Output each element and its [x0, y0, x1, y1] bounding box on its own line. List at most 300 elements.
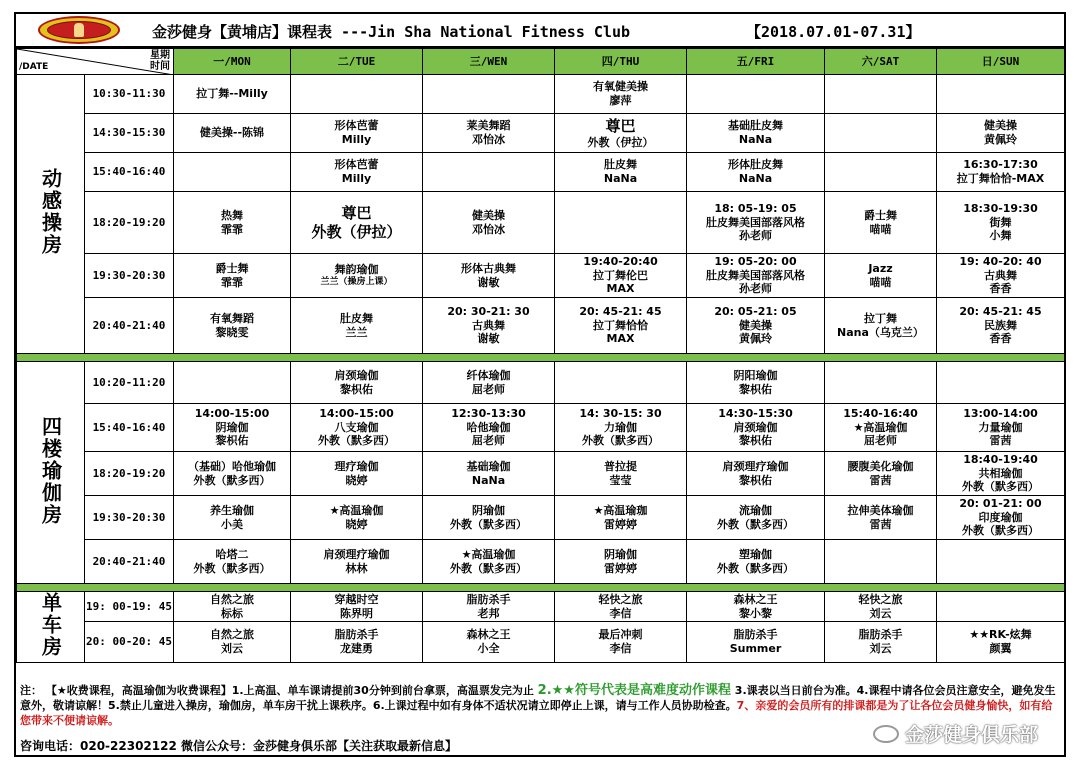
time-slot: 18:20-19:20 [85, 452, 174, 496]
notes-part1: 注： 【★收费课程，高温瑜伽为收费课程】1.上高温、单车课请提前30分钟到前台拿票，高温票发完为止 [20, 684, 538, 697]
class-cell [555, 254, 687, 298]
instructor-name: 颜翼 [989, 642, 1012, 656]
club-logo [38, 16, 120, 44]
day-header-5: 六/SAT [825, 49, 937, 75]
class-photo [555, 192, 687, 254]
class-name: 阴瑜伽 [472, 503, 505, 517]
room-label [17, 75, 85, 354]
class-name: 莱美舞蹈 [466, 119, 511, 133]
class-name: 基础肚皮舞 [728, 119, 783, 133]
instructor-name: 廖萍 [609, 94, 632, 107]
class-cell [937, 114, 1065, 153]
section-divider-bar [17, 584, 1065, 592]
class-cell [555, 153, 687, 192]
class-cell [687, 622, 825, 662]
class-name: 肩颈理疗瑜伽 [722, 459, 789, 473]
class-photo [825, 362, 937, 404]
class-cell [423, 254, 555, 298]
class-cell [423, 192, 555, 254]
class-name: 阴阳瑜伽 [733, 368, 778, 382]
instructor-name: Summer [729, 642, 782, 656]
class-cell [825, 254, 937, 298]
class-cell [687, 192, 825, 254]
section-divider-bar [17, 354, 1065, 362]
instructor-name: 外教（默多西） [962, 524, 1039, 538]
class-name: 拉伸美体瑜伽 [847, 503, 914, 517]
schedule-table [16, 48, 1065, 663]
instructor-name: NaNa [738, 172, 773, 185]
class-cell [423, 298, 555, 354]
class-name: 形体古典舞 [461, 261, 516, 275]
class-name: 理疗瑜伽 [334, 459, 379, 473]
class-photo [937, 592, 1065, 622]
class-cell [423, 452, 555, 496]
instructor-name: 兰兰（操房上课） [320, 276, 393, 287]
class-cell [291, 153, 423, 192]
instructor-name: 黄佩玲 [739, 332, 772, 346]
instructor-name: 林林 [345, 561, 368, 575]
table-row [17, 404, 1065, 452]
instructor-name: 外教（默多西） [717, 561, 794, 575]
class-cell [291, 254, 423, 298]
instructor-name: 外教（默多西） [450, 561, 527, 575]
instructor-name: 外教（默多西） [582, 434, 659, 448]
instructor-name: 谢敏 [477, 275, 500, 289]
day-header-row [17, 49, 1065, 75]
instructor-name: 雷茜 [989, 434, 1012, 448]
instructor-name: 李信 [609, 606, 632, 620]
class-cell [423, 362, 555, 404]
class-cell [555, 298, 687, 354]
table-row [17, 592, 1065, 622]
class-photo [825, 75, 937, 114]
class-time: 20: 05-21: 05 [714, 304, 797, 318]
class-time: 20: 01-21: 00 [959, 496, 1042, 510]
class-time: 15:40-16:40 [843, 406, 918, 420]
class-cell [291, 114, 423, 153]
class-name: 基础瑜伽 [466, 459, 511, 473]
class-cell [937, 452, 1065, 496]
class-name: 穿越时空 [334, 592, 379, 606]
instructor-name: 晓婷 [345, 517, 368, 531]
class-photo [423, 75, 555, 114]
class-name: 自然之旅 [210, 628, 254, 642]
corner-cell [17, 49, 174, 75]
class-name: （基础）哈他瑜伽 [188, 459, 276, 473]
instructor-name: 外教（默多西） [450, 517, 527, 531]
instructor-name: NaNa [738, 133, 773, 146]
time-slot: 15:40-16:40 [85, 153, 174, 192]
table-row [17, 114, 1065, 153]
class-cell [555, 496, 687, 540]
class-cell [825, 496, 937, 540]
class-name: 拉丁舞恰恰 [593, 318, 648, 332]
instructor-name: 龙建勇 [340, 642, 373, 656]
class-name: 力量瑜伽 [978, 420, 1023, 434]
instructor-name: 外教（伊拉） [311, 222, 402, 241]
class-cell [423, 496, 555, 540]
instructor-name: 屈老师 [472, 434, 505, 448]
table-row [17, 192, 1065, 254]
class-cell [423, 540, 555, 584]
class-cell [555, 622, 687, 662]
class-cell [937, 496, 1065, 540]
class-time: 14:00-15:00 [319, 406, 394, 420]
instructor-name: 雷婷婷 [604, 517, 637, 531]
class-name: 轻快之旅 [598, 592, 643, 606]
page-title: 金莎健身【黄埔店】课程表 ---Jin Sha National Fitness Club [152, 23, 631, 41]
instructor-name: 喵喵 [869, 222, 892, 236]
class-name: 古典舞 [984, 268, 1017, 282]
class-photo [937, 75, 1065, 114]
class-name: 最后冲刺 [598, 628, 643, 642]
class-name: 肩颈瑜伽 [733, 420, 778, 434]
class-name: ★高温瑜珈 [593, 503, 648, 517]
table-row [17, 254, 1065, 298]
room-label [17, 362, 85, 584]
class-cell [423, 114, 555, 153]
class-name: 脂肪杀手 [466, 592, 511, 606]
instructor-name: NaNa [603, 172, 638, 185]
day-header-4: 五/FRI [687, 49, 825, 75]
instructor-name: 刘云 [221, 642, 243, 656]
class-cell [825, 592, 937, 622]
instructor-name: Milly [341, 172, 372, 185]
class-cell [291, 622, 423, 662]
contact-line: 咨询电话：020-22302122 微信公众号：金莎健身俱乐部【关注获取最新信息】 [20, 739, 458, 753]
class-cell [291, 540, 423, 584]
class-photo [825, 153, 937, 192]
wechat-watermark [873, 720, 1038, 747]
class-cell [174, 254, 291, 298]
class-cell [291, 452, 423, 496]
class-cell [174, 540, 291, 584]
room-name: 四楼瑜伽房 [38, 415, 63, 526]
instructor-name: 黎枳佑 [340, 382, 373, 396]
class-cell [937, 192, 1065, 254]
class-name: 古典舞 [472, 318, 505, 332]
date-range: 【2018.07.01-07.31】 [746, 23, 921, 41]
table-row [17, 540, 1065, 584]
instructor-name: 陈界明 [340, 606, 373, 620]
class-cell [825, 298, 937, 354]
instructor-name: 雷婷婷 [604, 561, 637, 575]
class-cell [174, 496, 291, 540]
instructor-name: 谢敏 [477, 332, 500, 346]
table-row [17, 452, 1065, 496]
class-photo [291, 75, 423, 114]
class-cell [687, 298, 825, 354]
class-name: 街舞 [989, 215, 1012, 229]
class-cell [825, 404, 937, 452]
class-photo [825, 540, 937, 584]
instructor-name: 外教（默多西） [193, 561, 271, 575]
class-cell [555, 540, 687, 584]
class-cell [174, 622, 291, 662]
class-cell [291, 592, 423, 622]
corner-label-day: 星期 时间 [150, 50, 170, 72]
class-name: 热舞 [221, 208, 243, 222]
instructor-name: 拉丁舞恰恰-MAX [956, 172, 1045, 185]
instructor-name: 外教（默多西） [962, 480, 1039, 494]
section-divider [17, 584, 1065, 592]
class-name: 健美操--陈锦 [199, 126, 265, 140]
class-cell [687, 153, 825, 192]
time-slot: 15:40-16:40 [85, 404, 174, 452]
class-cell [937, 404, 1065, 452]
instructor-name: 黎枳佑 [739, 434, 772, 448]
instructor-name: 黎枳佑 [215, 434, 249, 448]
instructor-name: NaNa [471, 473, 506, 487]
instructor-name: 霏霏 [221, 222, 243, 236]
class-name: 形体肚皮舞 [728, 158, 783, 172]
class-cell [291, 496, 423, 540]
class-cell [555, 114, 687, 153]
class-cell [687, 540, 825, 584]
instructor-name: 黎枳佑 [739, 473, 772, 487]
class-name: 腰腹美化瑜伽 [847, 459, 914, 473]
instructor-name: 外教（伊拉） [587, 135, 654, 149]
room-name: 动感操房 [38, 168, 63, 257]
room-name: 单车房 [38, 592, 63, 658]
day-header-6: 日/SUN [937, 49, 1065, 75]
instructor-name: 晓婷 [345, 473, 368, 487]
table-row [17, 298, 1065, 354]
class-cell [825, 192, 937, 254]
class-cell [174, 192, 291, 254]
instructor-name: 黎枳佑 [739, 382, 772, 396]
class-photo [423, 153, 555, 192]
notes-part3: 3.课表以当日前台为准。4.课程中请各位会员注意安全，避免发生意外，敬请谅解！5.禁止儿童进入操房，瑜伽房，单车房干扰上课秩序。6.上课过程中如有身体不适状况请立即停止上课，请与工作人员协助检查。 [20, 684, 1056, 712]
class-cell [555, 404, 687, 452]
class-cell [555, 452, 687, 496]
class-photo [174, 362, 291, 404]
class-time: 12:30-13:30 [451, 406, 526, 420]
class-name: 舞韵瑜伽 [334, 263, 379, 276]
class-name: 健美操 [472, 208, 505, 222]
table-row [17, 362, 1065, 404]
instructor-name: 雷茜 [869, 473, 892, 487]
day-header-1: 二/TUE [291, 49, 423, 75]
class-name: ★★RK-炫舞 [969, 628, 1032, 642]
instructor-name: 外教（默多西） [193, 473, 271, 487]
class-name: 健美操 [739, 318, 772, 332]
class-name: 形体芭蕾 [334, 158, 379, 172]
header-bar [16, 14, 1064, 48]
class-photo [555, 362, 687, 404]
class-photo [687, 75, 825, 114]
class-cell [291, 192, 423, 254]
class-name: 尊巴 [605, 116, 636, 135]
instructor-name: 标标 [221, 606, 243, 620]
instructor-name: 小全 [477, 642, 500, 656]
table-row [17, 496, 1065, 540]
instructor-name: 黎晓雯 [215, 325, 249, 339]
class-cell [174, 404, 291, 452]
class-time: 18:40-19:40 [963, 452, 1038, 466]
class-name: 八支瑜伽 [334, 420, 379, 434]
class-cell [937, 298, 1065, 354]
class-name: 肚皮舞美国部落风格 [706, 215, 805, 229]
class-name: 哈塔二 [215, 547, 249, 561]
instructor-name: MAX [606, 332, 635, 346]
class-cell [687, 496, 825, 540]
instructor-name: 兰兰 [345, 325, 368, 339]
class-name: ★高温瑜伽 [853, 420, 908, 434]
corner-label-date: /DATE [19, 61, 49, 72]
instructor-name: 小美 [221, 517, 243, 531]
class-name: 有氧舞蹈 [210, 311, 254, 325]
time-slot: 20: 00-20: 45 [85, 622, 174, 662]
class-time: 20: 45-21: 45 [959, 304, 1042, 318]
class-name: 健美操 [984, 119, 1017, 133]
class-cell [687, 452, 825, 496]
time-slot: 18:20-19:20 [85, 192, 174, 254]
class-time: 20: 45-21: 45 [579, 304, 662, 318]
instructor-name: 老邦 [477, 606, 500, 620]
class-cell [174, 114, 291, 153]
day-header-0: 一/MON [174, 49, 291, 75]
class-name: 脂肪杀手 [858, 628, 903, 642]
class-name: 流瑜伽 [739, 503, 772, 517]
instructor-name: 香香 [989, 332, 1012, 346]
time-slot: 14:30-15:30 [85, 114, 174, 153]
class-cell [423, 592, 555, 622]
class-photo [937, 362, 1065, 404]
time-slot: 10:30-11:30 [85, 75, 174, 114]
class-name: 肚皮舞 [340, 311, 373, 325]
class-cell [174, 298, 291, 354]
class-cell [687, 404, 825, 452]
day-header-3: 四/THU [555, 49, 687, 75]
instructor-name: 刘云 [869, 642, 892, 656]
class-time: 14:00-15:00 [194, 406, 270, 420]
class-cell [687, 362, 825, 404]
class-photo [825, 114, 937, 153]
time-slot: 10:20-11:20 [85, 362, 174, 404]
class-name: 普拉提 [604, 459, 637, 473]
time-slot: 19:30-20:30 [85, 496, 174, 540]
class-cell [423, 404, 555, 452]
time-slot: 19: 00-19: 45 [85, 592, 174, 622]
class-cell [687, 592, 825, 622]
section-divider [17, 354, 1065, 362]
class-name: 纤体瑜伽 [466, 368, 511, 382]
instructor-name: 霏霏 [221, 275, 243, 289]
notes-part2: 2.★★符号代表是高难度动作课程 [537, 683, 731, 698]
class-name: 共相瑜伽 [978, 466, 1023, 480]
notes-part4: 7、亲爱的会员所有的排课都是为了让各位会员健身愉快，如有给您带来不便请谅解。 [20, 699, 1053, 727]
class-cell [291, 298, 423, 354]
class-name: 养生瑜伽 [210, 503, 254, 517]
class-cell [937, 622, 1065, 662]
class-cell [937, 153, 1065, 192]
instructor-name: Nana（乌克兰） [837, 325, 924, 339]
class-name: Jazz [868, 261, 893, 275]
class-name: 爵士舞 [864, 208, 897, 222]
class-name: 有氧健美操 [593, 80, 648, 94]
table-row [17, 153, 1065, 192]
class-time: 16:30-17:30 [963, 158, 1038, 172]
time-slot: 19:30-20:30 [85, 254, 174, 298]
class-time: 13:00-14:00 [963, 406, 1038, 420]
class-time: 19: 40-20: 40 [959, 254, 1042, 268]
class-cell [555, 592, 687, 622]
class-time: 14:30-15:30 [718, 406, 793, 420]
instructor-name: MAX [606, 282, 635, 296]
class-name: 哈他瑜伽 [466, 420, 511, 434]
class-name: 肩颈瑜伽 [334, 368, 379, 382]
class-cell [555, 75, 687, 114]
instructor-name: 小舞 [989, 229, 1012, 243]
class-cell [291, 404, 423, 452]
instructor-name: 孙老师 [739, 282, 772, 296]
class-name: 尊巴 [341, 203, 372, 222]
wechat-icon [873, 725, 899, 743]
class-photo [174, 153, 291, 192]
class-time: 20: 30-21: 30 [447, 304, 530, 318]
class-name: 拉丁舞--Milly [196, 87, 268, 101]
class-name: 脂肪杀手 [334, 628, 379, 642]
class-name: ★高温瑜伽 [461, 547, 516, 561]
class-name: 自然之旅 [210, 592, 254, 606]
class-name: 阴瑜伽 [215, 420, 249, 434]
class-name: 塑瑜伽 [739, 547, 772, 561]
instructor-name: 孙老师 [739, 229, 772, 243]
class-name: 森林之王 [733, 592, 778, 606]
class-cell [174, 452, 291, 496]
table-row [17, 622, 1065, 662]
instructor-name: 屈老师 [472, 382, 505, 396]
instructor-name: 邓怡冰 [472, 133, 505, 146]
class-name: 轻快之旅 [858, 592, 903, 606]
class-cell [174, 592, 291, 622]
day-header-2: 三/WEN [423, 49, 555, 75]
instructor-name: 李信 [609, 642, 632, 656]
time-slot: 20:40-21:40 [85, 298, 174, 354]
class-cell [825, 452, 937, 496]
watermark-text: 金莎健身俱乐部 [904, 724, 1038, 746]
class-time: 19:40-20:40 [583, 254, 658, 268]
instructor-name: 外教（默多西） [318, 434, 395, 448]
class-name: 力瑜伽 [604, 420, 637, 434]
instructor-name: 黄佩玲 [984, 133, 1017, 146]
class-cell [687, 254, 825, 298]
class-name: 肚皮舞美国部落风格 [706, 268, 805, 282]
instructor-name: Milly [341, 133, 372, 146]
instructor-name: 喵喵 [869, 275, 892, 289]
class-cell [423, 622, 555, 662]
class-name: 拉丁舞伦巴 [593, 268, 648, 282]
class-time: 18: 05-19: 05 [714, 201, 797, 215]
class-cell [687, 114, 825, 153]
class-name: 爵士舞 [215, 261, 249, 275]
class-time: 19: 05-20: 00 [714, 254, 797, 268]
class-time: 14: 30-15: 30 [579, 406, 662, 420]
class-cell [937, 254, 1065, 298]
table-row [17, 75, 1065, 114]
class-cell [825, 622, 937, 662]
instructor-name: 雷茜 [869, 517, 892, 531]
time-slot: 20:40-21:40 [85, 540, 174, 584]
instructor-name: 邓怡冰 [472, 222, 505, 236]
class-name: 森林之王 [466, 628, 511, 642]
instructor-name: 刘云 [869, 606, 892, 620]
class-name: 拉丁舞 [864, 311, 897, 325]
room-label [17, 592, 85, 663]
class-name: 肚皮舞 [604, 158, 637, 172]
class-name: 形体芭蕾 [334, 119, 379, 133]
